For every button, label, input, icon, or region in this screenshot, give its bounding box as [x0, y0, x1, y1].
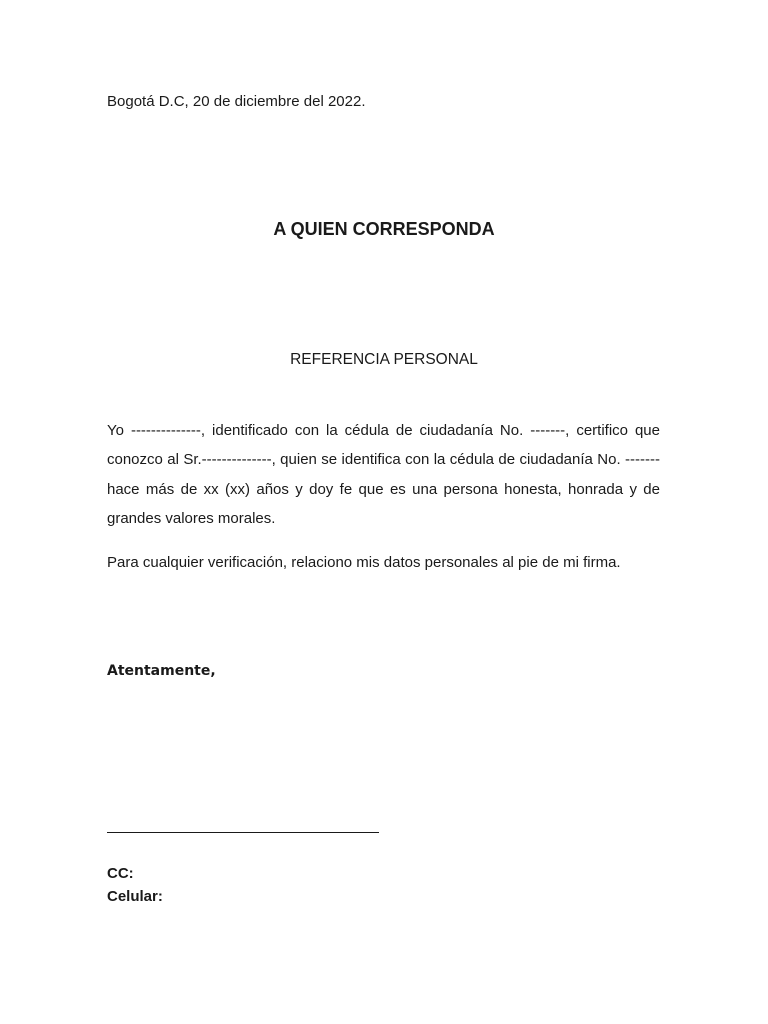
letter-date: Bogotá D.C, 20 de diciembre del 2022.	[107, 93, 366, 110]
signature-line	[107, 832, 379, 833]
signature-cc-label: CC:	[107, 865, 134, 882]
letter-subtitle: REFERENCIA PERSONAL	[290, 351, 478, 368]
signature-phone-label: Celular:	[107, 888, 163, 905]
letter-body	[107, 416, 660, 592]
letter-title: A QUIEN CORRESPONDA	[273, 219, 495, 239]
letter-closing: Atentamente,	[107, 663, 216, 679]
body-paragraph: Para cualquier verificación, relaciono mis datos personales al pie de mi firma.	[107, 554, 621, 572]
body-paragraph: Yo --------------, identificado con la cédula de ciudadanía No. -------, certifico que conozco al Sr.--------------, quien se identifica con la cédula de ciudadanía No. ------- hace más de xx (xx) años y doy fe que es una persona honesta, honrada y de grandes valores morales.	[107, 422, 660, 527]
